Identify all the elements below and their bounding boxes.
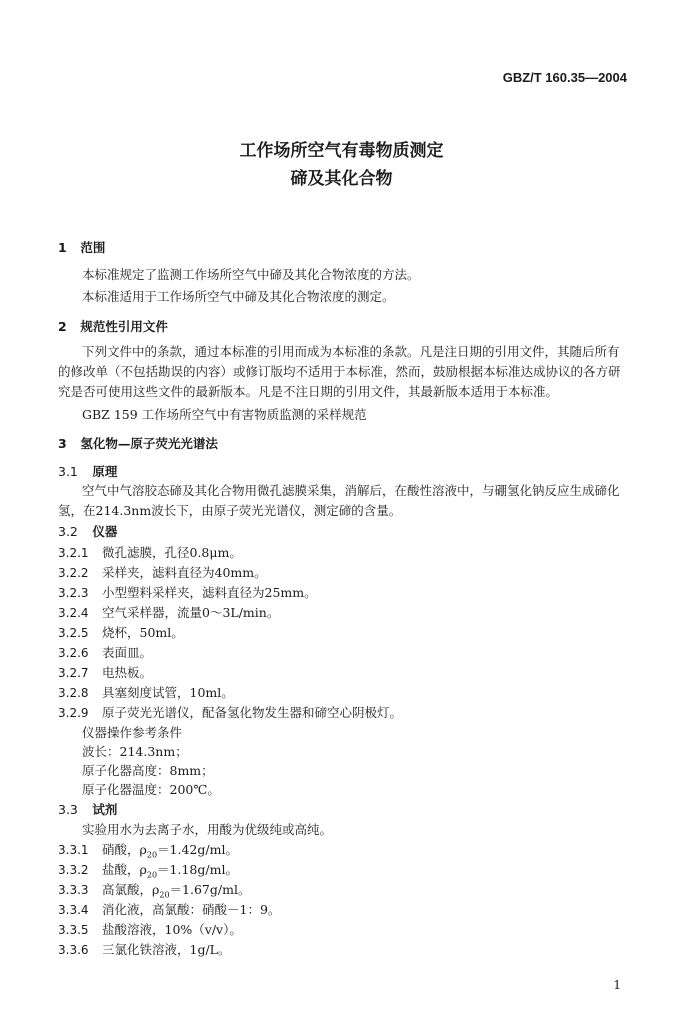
item-number: 3.3.2 bbox=[58, 863, 89, 877]
section-title: 范围 bbox=[80, 240, 106, 255]
condition-atomizer-height: 原子化器高度：8mm； bbox=[82, 763, 214, 778]
section-3-heading bbox=[58, 434, 218, 452]
item-subscript: 20 bbox=[146, 870, 158, 880]
item-subscript: 20 bbox=[159, 890, 170, 900]
item-number: 3.2.5 bbox=[58, 626, 89, 640]
subsection-title: 试剂 bbox=[92, 802, 118, 817]
list-item bbox=[58, 623, 184, 641]
section-2-para-1: 下列文件中的条款，通过本标准的引用而成为本标准的条款。凡是注日期的引用文件，其随后所有的修改单（不包括勘误的内容）或修订版均不适用于本标准，然而，鼓励根据本标准达成协议的各方研究是否可使用这些文件的最新版本。凡是不注日期的引用文件，其最新版本适用于本标准。 bbox=[58, 344, 621, 399]
item-text: 盐酸溶液，10%（v/v）。 bbox=[102, 922, 242, 937]
item-text: 表面皿。 bbox=[102, 645, 153, 660]
section-2-heading bbox=[58, 317, 168, 335]
section-title: 氢化物—原子荧光光谱法 bbox=[80, 436, 218, 451]
subsection-3-1-heading bbox=[58, 462, 117, 480]
list-item bbox=[58, 703, 402, 721]
section-number: 2 bbox=[58, 319, 67, 334]
section-1-para-2: 本标准适用于工作场所空气中碲及其化合物浓度的测定。 bbox=[82, 289, 395, 304]
section-1-para-1: 本标准规定了监测工作场所空气中碲及其化合物浓度的方法。 bbox=[82, 267, 420, 282]
item-number: 3.3.6 bbox=[58, 943, 89, 957]
item-number: 3.3.1 bbox=[58, 843, 89, 857]
list-item bbox=[58, 940, 230, 958]
reagent-note: 实验用水为去离子水，用酸为优级纯或高纯。 bbox=[82, 822, 333, 837]
section-1-heading bbox=[58, 238, 105, 256]
item-text-tail: ＝1.67g/ml。 bbox=[169, 882, 251, 897]
item-number: 3.3.4 bbox=[58, 903, 89, 917]
item-text: 硝酸，ρ bbox=[102, 842, 147, 857]
item-number: 3.2.6 bbox=[58, 646, 89, 660]
item-text-tail: ＝1.42g/ml。 bbox=[157, 842, 238, 857]
item-text: 小型塑料采样夹，滤料直径为25mm。 bbox=[102, 585, 317, 600]
list-item bbox=[58, 683, 234, 701]
section-title: 规范性引用文件 bbox=[80, 319, 168, 334]
subsection-number: 3.2 bbox=[58, 524, 78, 539]
list-item bbox=[58, 663, 152, 681]
instrument-conditions-title: 仪器操作参考条件 bbox=[82, 725, 183, 740]
section-number: 1 bbox=[58, 240, 67, 255]
item-number: 3.2.4 bbox=[58, 606, 89, 620]
title-line-1: 工作场所空气有毒物质测定 bbox=[239, 141, 444, 161]
subsection-3-1-para: 空气中气溶胶态碲及其化合物用微孔滤膜采集，消解后，在酸性溶液中，与硼氢化钠反应生成碲化氢，在214.3nm波长下，由原子荧光光谱仪，测定碲的含量。 bbox=[58, 483, 620, 518]
condition-wavelength: 波长：214.3nm； bbox=[82, 744, 188, 759]
subsection-title: 原理 bbox=[92, 464, 118, 479]
item-text: 微孔滤膜，孔径0.8μm。 bbox=[102, 545, 242, 560]
list-item bbox=[58, 880, 250, 900]
list-item bbox=[58, 643, 152, 661]
item-text: 电热板。 bbox=[102, 665, 153, 680]
subsection-3-2-heading bbox=[58, 522, 117, 540]
document-code: GBZ/T 160.35—2004 bbox=[502, 70, 627, 85]
item-text: 烧杯，50ml。 bbox=[102, 625, 184, 640]
page-number: 1 bbox=[613, 978, 621, 992]
item-text: 高氯酸，ρ bbox=[102, 882, 160, 897]
list-item bbox=[58, 583, 317, 601]
section-number: 3 bbox=[58, 436, 67, 451]
item-text: 盐酸，ρ bbox=[102, 862, 147, 877]
item-number: 3.2.2 bbox=[58, 566, 89, 580]
item-text: 采样夹，滤料直径为40mm。 bbox=[102, 565, 267, 580]
item-text: 消化液，高氯酸：硝酸－1：9。 bbox=[102, 902, 281, 917]
subsection-3-3-heading bbox=[58, 800, 117, 818]
list-item bbox=[58, 840, 238, 860]
title-line-2: 碲及其化合物 bbox=[290, 169, 393, 189]
item-number: 3.2.3 bbox=[58, 586, 89, 600]
item-text: 空气采样器，流量0～3L/min。 bbox=[102, 605, 280, 620]
list-item bbox=[58, 920, 242, 938]
subsection-number: 3.3 bbox=[58, 802, 78, 817]
list-item bbox=[58, 860, 238, 880]
list-item bbox=[58, 563, 267, 581]
condition-atomizer-temperature: 原子化器温度：200℃。 bbox=[82, 782, 220, 797]
item-number: 3.3.3 bbox=[58, 883, 89, 897]
item-text: 具塞刻度试管，10ml。 bbox=[102, 685, 234, 700]
normative-reference: GBZ 159 工作场所空气中有害物质监测的采样规范 bbox=[82, 407, 367, 422]
item-number: 3.2.9 bbox=[58, 706, 89, 720]
subsection-title: 仪器 bbox=[92, 524, 118, 539]
list-item bbox=[58, 603, 279, 621]
item-number: 3.3.5 bbox=[58, 923, 89, 937]
item-number: 3.2.7 bbox=[58, 666, 89, 680]
item-text: 原子荧光光谱仪，配备氢化物发生器和碲空心阴极灯。 bbox=[102, 705, 403, 720]
item-number: 3.2.1 bbox=[58, 546, 89, 560]
item-text: 三氯化铁溶液，1g/L。 bbox=[102, 942, 231, 957]
list-item bbox=[58, 900, 280, 918]
item-text-tail: ＝1.18g/ml。 bbox=[157, 862, 238, 877]
list-item bbox=[58, 543, 242, 561]
item-subscript: 20 bbox=[146, 850, 158, 860]
subsection-number: 3.1 bbox=[58, 464, 78, 479]
item-number: 3.2.8 bbox=[58, 686, 89, 700]
